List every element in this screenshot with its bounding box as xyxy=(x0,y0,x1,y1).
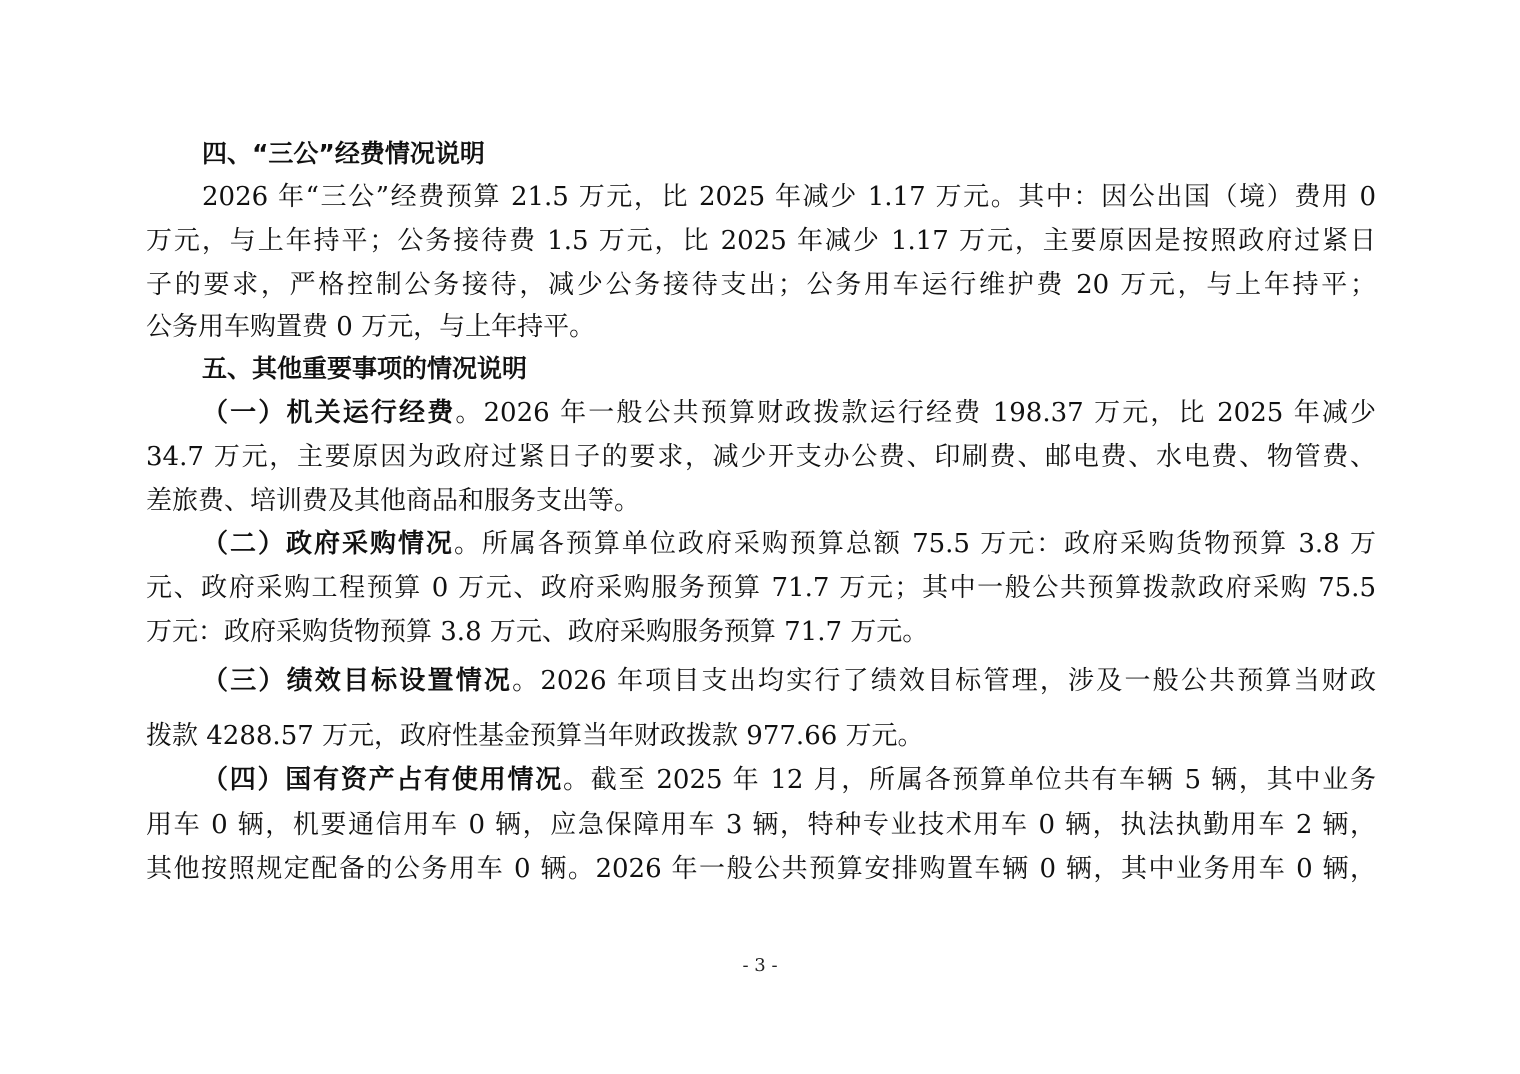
paragraph-text: 。2026 年一般公共预算财政拨款运行经费 198.37 万元，比 2025 年减少 xyxy=(455,398,1376,428)
paragraph-line: 用车 0 辆，机要通信用车 0 辆，应急保障用车 3 辆，特种专业技术用车 0 辆，执法执勤用车 2 辆， xyxy=(146,810,1376,840)
paragraph-text: 。2026 年项目支出均实行了绩效目标管理，涉及一般公共预算当财政 xyxy=(512,666,1376,696)
subheading-performance-goals: （三）绩效目标设置情况 xyxy=(202,666,513,696)
paragraph-line: 34.7 万元，主要原因为政府过紧日子的要求，减少开支办公费、印刷费、邮电费、水电费、物管费、 xyxy=(146,442,1376,472)
section-heading-other-matters: 五、其他重要事项的情况说明 xyxy=(202,354,528,383)
paragraph-line: 公务用车购置费 0 万元，与上年持平。 xyxy=(146,312,596,342)
paragraph-line xyxy=(202,396,1376,430)
subheading-state-assets: （四）国有资产占有使用情况 xyxy=(202,765,564,795)
paragraph-text: 。所属各预算单位政府采购预算总额 75.5 万元：政府采购货物预算 3.8 万 xyxy=(453,529,1376,559)
paragraph-line: 2026 年“三公”经费预算 21.5 万元，比 2025 年减少 1.17 万元。其中：因公出国（境）费用 0 xyxy=(202,182,1376,212)
paragraph-line: 万元：政府采购货物预算 3.8 万元、政府采购服务预算 71.7 万元。 xyxy=(146,617,929,647)
paragraph-line xyxy=(202,664,1376,698)
paragraph-line: 拨款 4288.57 万元，政府性基金预算当年财政拨款 977.66 万元。 xyxy=(146,721,924,751)
page-number: - 3 - xyxy=(742,955,778,976)
subheading-agency-operating-costs: （一）机关运行经费 xyxy=(202,398,456,428)
paragraph-line xyxy=(202,527,1376,561)
paragraph-line: 差旅费、培训费及其他商品和服务支出等。 xyxy=(146,486,641,516)
paragraph-line: 子的要求，严格控制公务接待，减少公务接待支出；公务用车运行维护费 20 万元，与上年持平； xyxy=(146,270,1376,300)
paragraph-line xyxy=(202,763,1376,797)
paragraph-line: 元、政府采购工程预算 0 万元、政府采购服务预算 71.7 万元；其中一般公共预算拨款政府采购 75.5 xyxy=(146,573,1376,603)
section-heading-san-gong: 四、“三公”经费情况说明 xyxy=(202,139,485,168)
paragraph-text: 。截至 2025 年 12 月，所属各预算单位共有车辆 5 辆，其中业务 xyxy=(563,765,1376,795)
paragraph-line: 万元，与上年持平；公务接待费 1.5 万元，比 2025 年减少 1.17 万元，主要原因是按照政府过紧日 xyxy=(146,226,1376,256)
paragraph-line: 其他按照规定配备的公务用车 0 辆。2026 年一般公共预算安排购置车辆 0 辆，其中业务用车 0 辆， xyxy=(146,854,1376,884)
subheading-government-procurement: （二）政府采购情况 xyxy=(202,529,454,559)
